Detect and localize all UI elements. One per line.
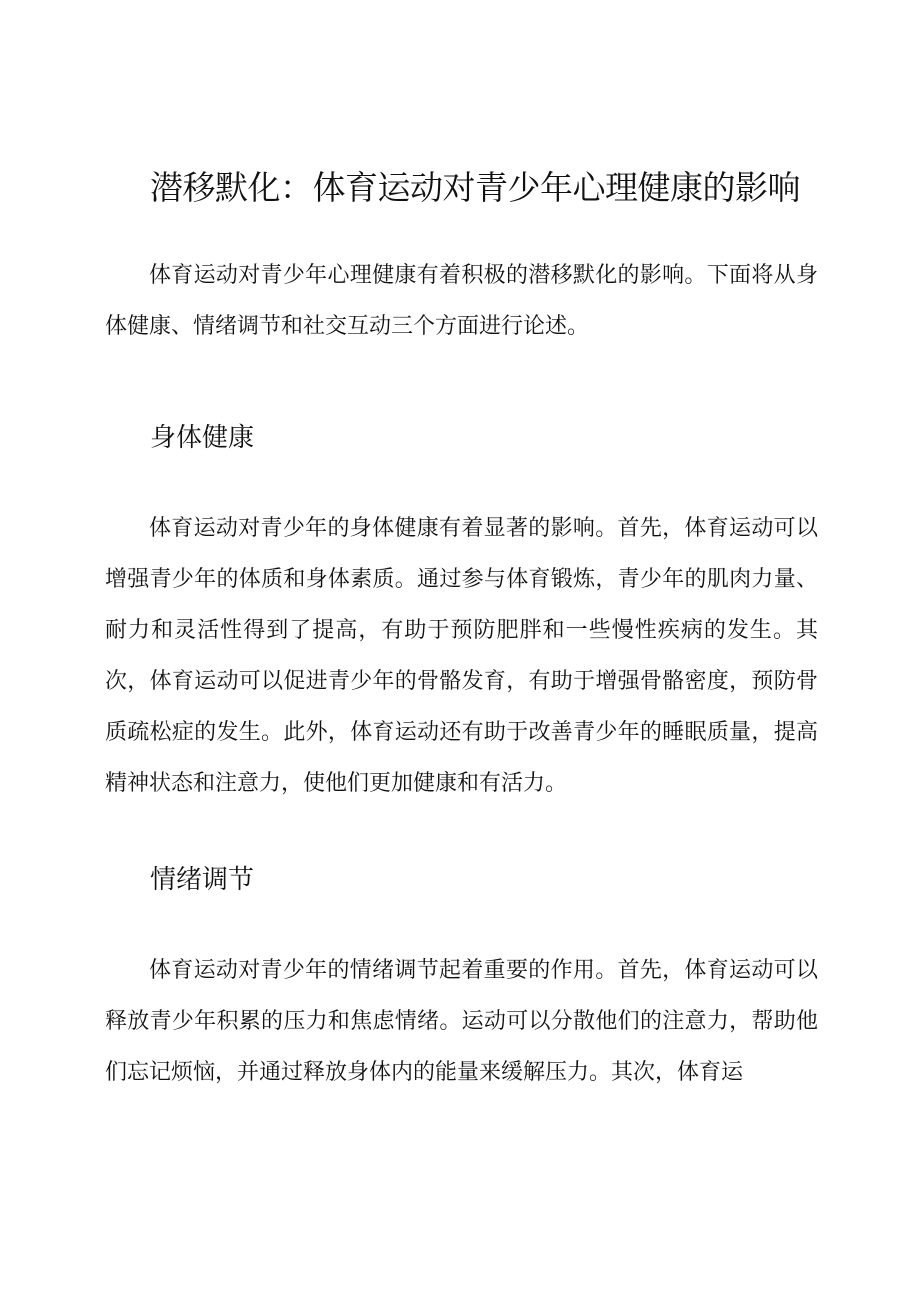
section-paragraph-emotion-regulation: 体育运动对青少年的情绪调节起着重要的作用。首先，体育运动可以释放青少年积累的压力和焦虑情绪。运动可以分散他们的注意力，帮助他们忘记烦恼，并通过释放身体内的能量来缓解压力。其次，体育运 [105, 958, 818, 1085]
section-paragraph-physical-health: 体育运动对青少年的身体健康有着显著的影响。首先，体育运动可以增强青少年的体质和身体素质。通过参与体育锻炼，青少年的肌肉力量、耐力和灵活性得到了提高，有助于预防肥胖和一些慢性疾病的发生。其次，体育运动可以促进青少年的骨骼发育，有助于增强骨骼密度，预防骨质疏松症的发生。此外，体育运动还有助于改善青少年的睡眠质量，提高精神状态和注意力，使他们更加健康和有活力。 [105, 516, 818, 796]
section-heading-physical-health: 身体健康 [150, 423, 255, 453]
intro-paragraph: 体育运动对青少年心理健康有着积极的潜移默化的影响。下面将从身体健康、情绪调节和社交互动三个方面进行论述。 [105, 263, 818, 339]
document-title: 潜移默化：体育运动对青少年心理健康的影响 [150, 168, 800, 207]
section-heading-emotion-regulation: 情绪调节 [150, 865, 255, 895]
